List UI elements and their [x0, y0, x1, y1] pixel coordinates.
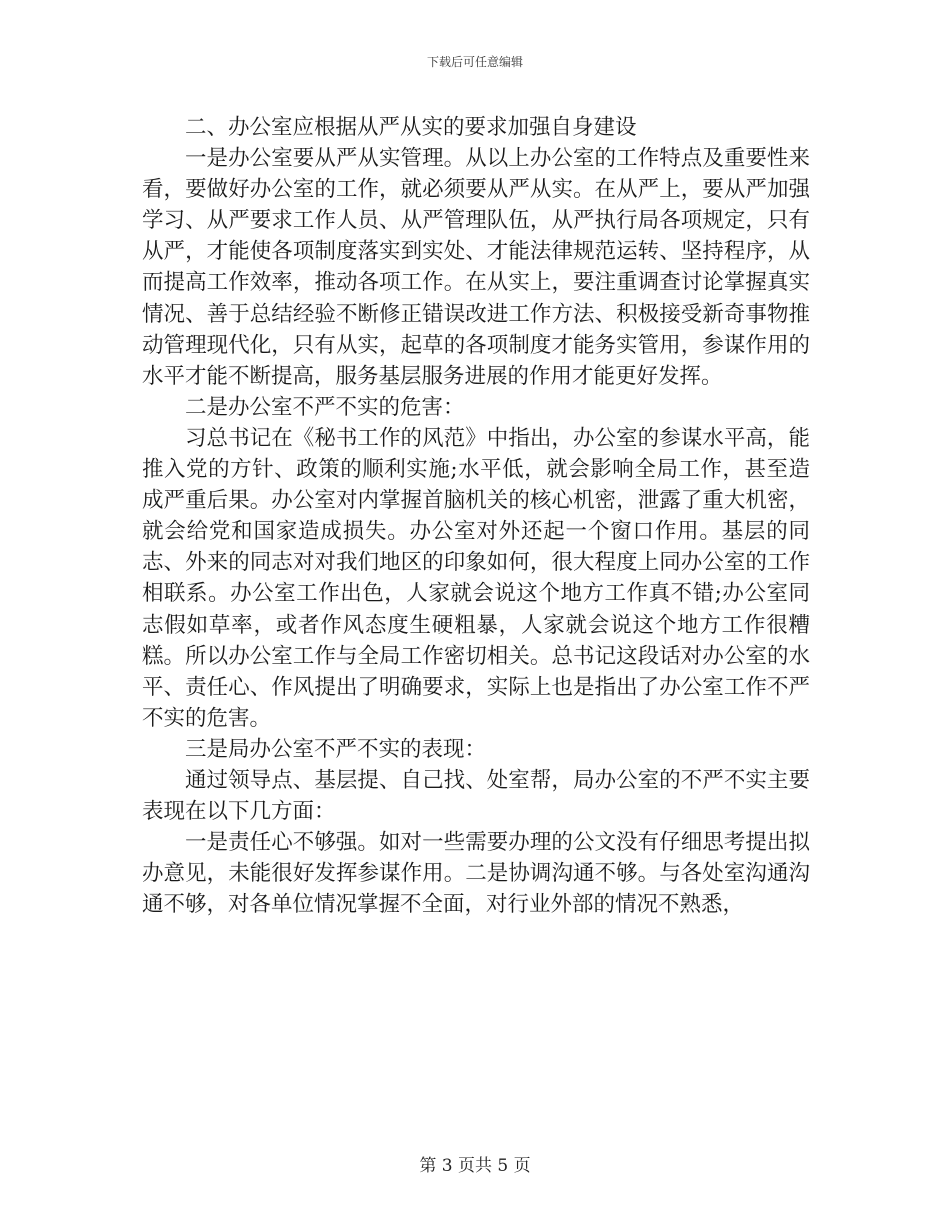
- document-body: [142, 112, 810, 920]
- subsection-heading: 三是局办公室不严不实的表现：: [185, 736, 487, 762]
- section-heading: 二、办公室应根据从严从实的要求加强自身建设: [185, 115, 637, 140]
- subsection-heading: 二是办公室不严不实的危害：: [185, 394, 465, 420]
- body-paragraph: 一是责任心不够强。如对一些需要办理的公文没有仔细思考提出拟办意见，未能很好发挥参谋作用。二是协调沟通不够。与各处室沟通沟通不够，对各单位情况掌握不全面，对行业外部的情况不熟悉，: [142, 830, 810, 918]
- body-paragraph: 习总书记在《秘书工作的风范》中指出，办公室的参谋水平高，能推入党的方针、政策的顺利实施;水平低，就会影响全局工作，甚至造成严重后果。办公室对内掌握首脑机关的核心机密，泄露了重大机密，就会给党和国家造成损失。办公室对外还起一个窗口作用。基层的同志、外来的同志对对我们地区的印象如何，很大程度上同办公室的工作相联系。办公室工作出色，人家就会说这个地方工作真不错;办公室同志假如草率，或者作风态度生硬粗暴，人家就会说这个地方工作很糟糕。所以办公室工作与全局工作密切相关。总书记这段话对办公室的水平、责任心、作风提出了明确要求，实际上也是指出了办公室工作不严不实的危害。: [142, 425, 810, 731]
- page-header-note: 下载后可任意编辑: [426, 55, 523, 69]
- body-paragraph: 一是办公室要从严从实管理。从以上办公室的工作特点及重要性来看，要做好办公室的工作，就必须要从严从实。在从严上，要从严加强学习、从严要求工作人员、从严管理队伍，从严执行局各项规定，只有从严，才能使各项制度落实到实处、才能法律规范运转、坚持程序，从而提高工作效率，推动各项工作。在从实上，要注重调查讨论掌握真实情况、善于总结经验不断修正错误改进工作方法、积极接受新奇事物推动管理现代化，只有从实，起草的各项制度才能务实管用，参谋作用的水平才能不断提高，服务基层服务进展的作用才能更好发挥。: [142, 146, 810, 389]
- page-number: 第 3 页共 5 页: [419, 1156, 531, 1176]
- body-paragraph: 通过领导点、基层提、自己找、处室帮，局办公室的不严不实主要表现在以下几方面：: [142, 767, 810, 825]
